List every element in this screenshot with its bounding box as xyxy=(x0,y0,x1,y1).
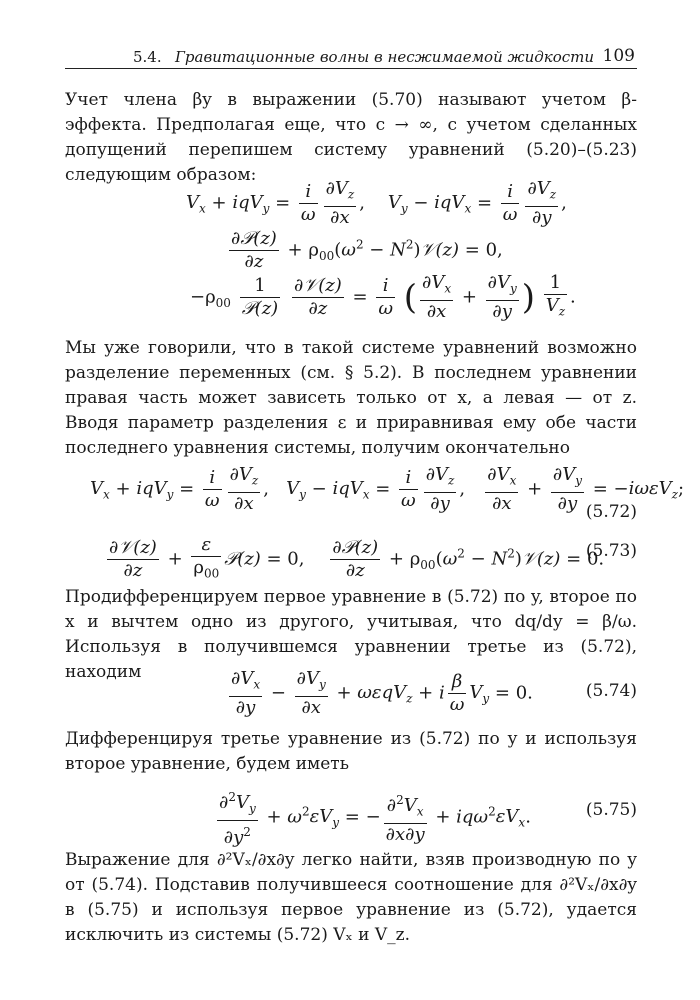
equation-number-5-74: (5.74) xyxy=(585,681,637,701)
paragraph-4: Дифференцируя третье уравнение из (5.72) по y и используя второе уравнение, будем иметь xyxy=(65,729,637,774)
header-section-number: 5.4. xyxy=(133,48,162,66)
equation-5-73: $\frac{\text{∂𝒱(z)}}{\partial z}$ + $\frac{\varepsilon}{\rho_{00}}$ 𝒫(z) = 0, $\frac{\text{∂𝒫(z)}}{\partial z}$ + $\rho_{00}(\omega^2$ − $N^2)𝒱(z) = 0$. xyxy=(109,534,605,581)
equation-system-line-2: $\frac{\text{∂𝒫(z)}}{\partial z}$ + $\rho_{00}(\omega^2$ − $N^2)𝒱(z) = 0$, xyxy=(231,228,503,272)
equation-number-5-73: (5.73) xyxy=(585,541,637,561)
equation-system-line-3: $-\rho_{00}$ $\frac{1}{\text{𝒫(z)}}$ $\frac{\text{∂𝒱(z)}}{\partial z}$ = $\frac{i}{\omega}$ ( $\frac{\partial V_x}{\partial x}$ + $\frac{\partial V_y}{\partial y}$ ) $\frac{1}{V_z}$ . xyxy=(190,272,576,322)
page-number: 109 xyxy=(602,46,635,66)
header-section-title: Гравитационные волны в несжимаемой жидкости xyxy=(175,48,595,66)
paragraph-3: Продифференцируем первое уравнение в (5.72) по y, второе по x и вычтем одно из другого, учитывая, что dq/dy = β/ω. Используя в получившемся уравнении третье из (5.72), находим xyxy=(65,587,637,682)
paragraph-1: Учет члена βy в выражении (5.70) называют учетом β-эффекта. Предполагая еще, что c → ∞, с учетом сделанных допущений перепишем систему уравнений (5.20)–(5.23) следующим образом: xyxy=(65,90,637,185)
equation-system-line-1: $V_x + iqV_y$ = $\frac{i}{\omega}$ $\frac{\partial V_z}{\partial x}$ , $V_y - iqV_x$ = $\frac{i}{\omega}$ $\frac{\partial V_z}{\partial y}$ , xyxy=(186,178,567,228)
equation-number-5-72: (5.72) xyxy=(585,502,637,522)
running-header xyxy=(65,44,637,69)
paragraph-2: Мы уже говорили, что в такой системе уравнений возможно разделение переменных (см. § 5.2). В последнем уравнении правая часть может зависеть только от x, а левая — от z. Вводя параметр разделения ε и приравнивая ему обе части последнего уравнения системы, получим окончательно xyxy=(65,338,637,458)
equation-5-72: $V_x + iqV_y$ = $\frac{i}{\omega}$ $\frac{\partial V_z}{\partial x}$ , $V_y - iqV_x$ = $\frac{i}{\omega}$ $\frac{\partial V_z}{\partial y}$ , $\frac{\partial V_x}{\partial x}$ + $\frac{\partial V_y}{\partial y}$ = −iωεV$_z$; xyxy=(90,464,685,514)
paragraph-5: Выражение для ∂²Vₓ/∂x∂y легко найти, взяв производную по y от (5.74). Подставив получившееся соотношение для ∂²Vₓ/∂x∂y в (5.75) и используя первое уравнение из (5.72), удается исключить из системы (5.72) Vₓ и V_z. xyxy=(65,850,637,945)
equation-5-74: $\frac{\partial V_x}{\partial y}$ − $\frac{\partial V_y}{\partial x}$ + ωεqV$_z$ + i $\frac{\beta}{\omega}$ $V_y = 0$. xyxy=(231,668,533,718)
equation-5-75: $\frac{\partial^2V_y}{\partial y^2}$ + $\omega^2\varepsilon V_y$ = − $\frac{\partial^2V_x}{\partial x\partial y}$ + $iq\omega^2\varepsilon V_x$. xyxy=(214,786,531,849)
equation-number-5-75: (5.75) xyxy=(585,800,637,820)
